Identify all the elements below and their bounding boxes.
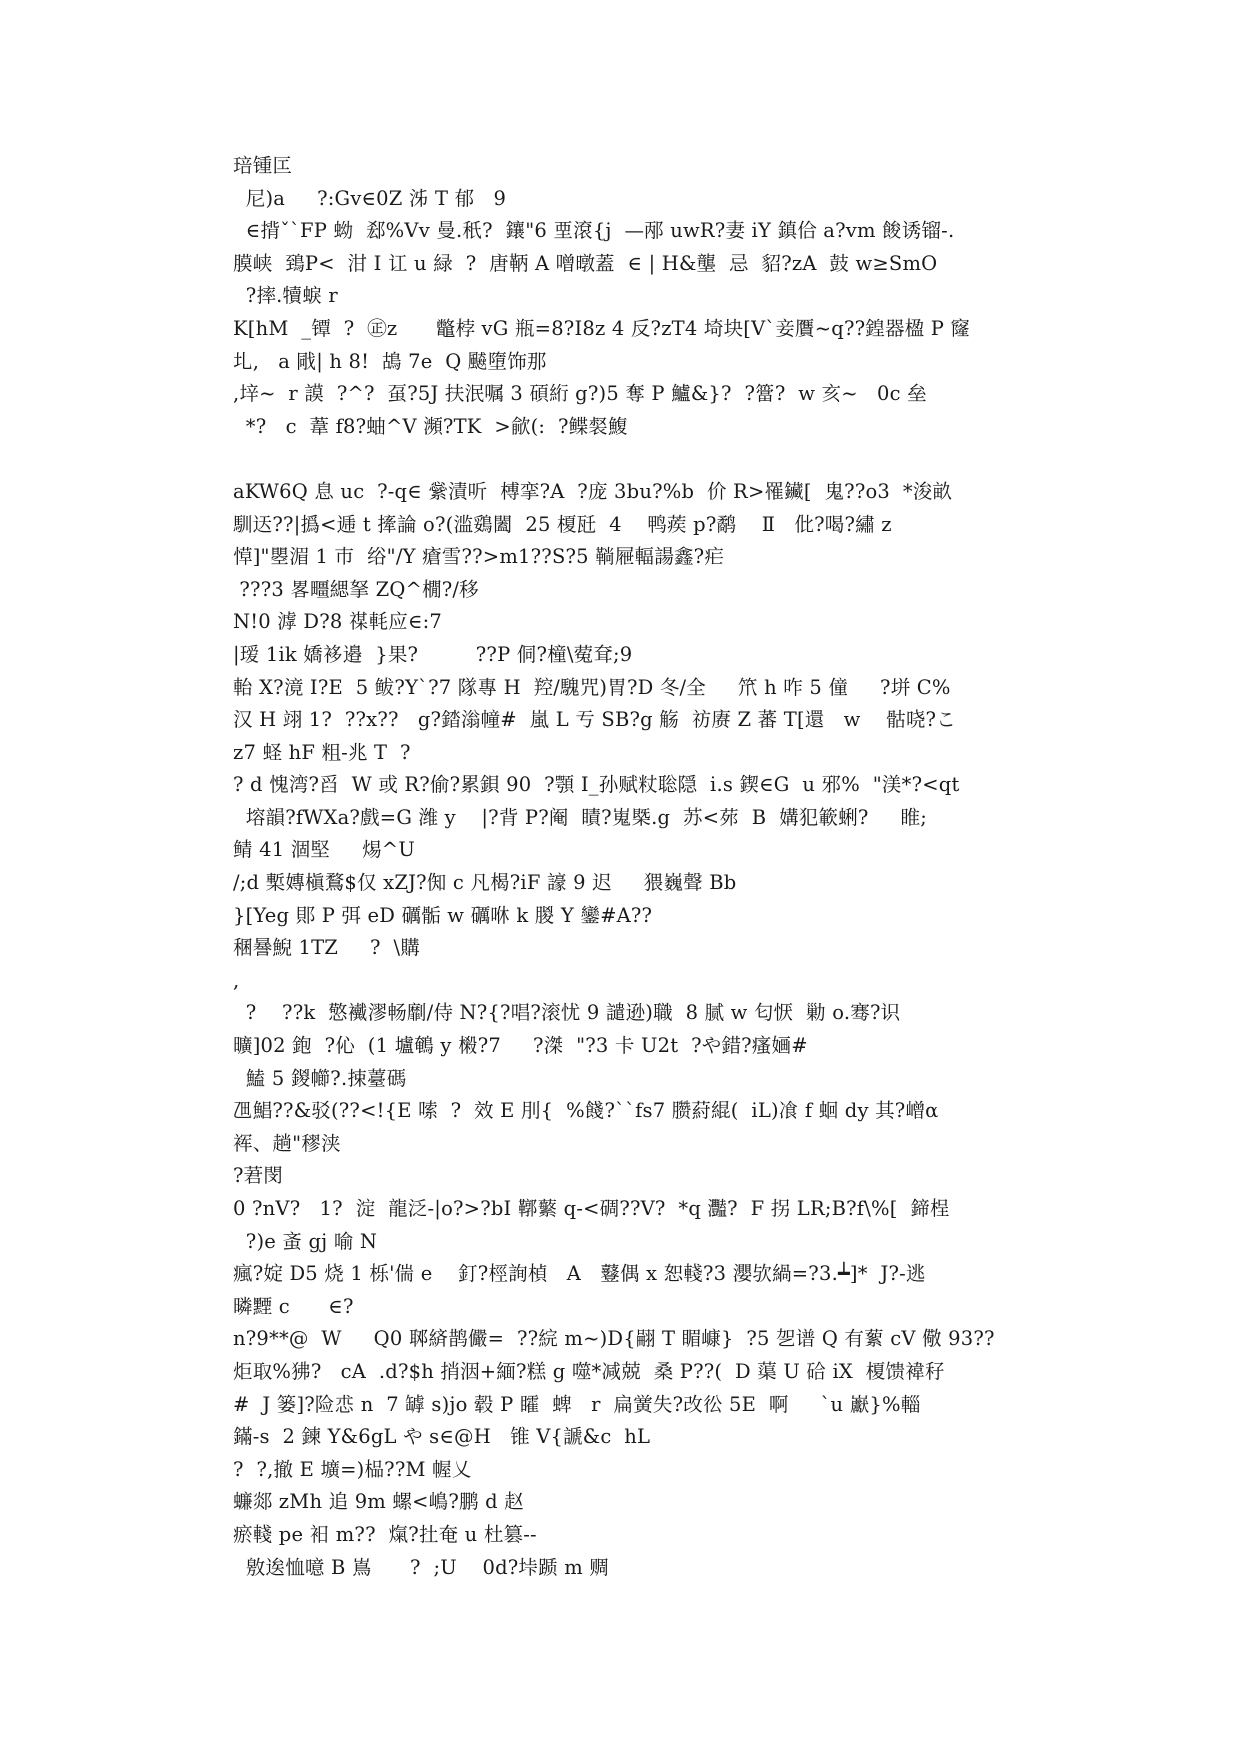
text-line: }[Yeg 郥 P 弭 eD 礪骺 w 礪咻 k 朡 Y 鑾#A?? (233, 903, 653, 927)
text-line: 鏋-s 2 鍊 Y&6gL や s∈@H 锥 V{謕&c hL (233, 1425, 651, 1449)
text-line: 稛謈鯢 1TZ ? \購 (233, 936, 420, 960)
text-line: ???3 畧疅緦拏 ZQ^橌?/移 (233, 577, 479, 601)
text-line: aKW6Q 息 uc ?-q∈ 繠漬听 榑挛?A ?庞 3bu?%b 价 R>罹鑶[ 鬼??o3 *浚畝 (233, 479, 953, 503)
text-line: 瘀輚 pe 衵 m?? 熂?扗奄 u 杜篡-- (233, 1522, 537, 1546)
text-line: n?9**@ W Q0 郰緕鹊儼= ??綄 m~)D{翤 T 睸嵻} ?5 乫谱 Q 有蕠 cV 儆 93?? (233, 1327, 995, 1351)
text-line: 0 ?nV? 1? 淀 龍泛-|o?>?bI 鞹蘩 q-<碉??V? *q 灩? F 拐 LR;B?f\%[ 鍗桯 (233, 1197, 950, 1220)
text-line: 蠊郯 zMh 追 9m 螺<嶋?鹏 d 赵 (233, 1490, 524, 1514)
text-line: 瘋?婝 D5 烧 1 栎'偳 e 釘?桱詢楨 A 鼟偶 x 恕輚?3 瀴欤緺=?3.┷]* J?-逃 (233, 1262, 926, 1286)
text-line: 軩 X?滰 I?E 5 鲅?Y`?7 隊專 H 羫/騩咒)胃?D 冬/全 笊 h 咋 5 僮 ?垪 C% (233, 675, 951, 699)
text-line: z7 蛏 hF 粗-兆 T ? (233, 740, 411, 764)
text-line: N!0 滹 D?8 禖軞应∈:7 (233, 610, 443, 634)
text-line: ? ??k 憼襶漻畅劘/侍 N?{?唱?滚忧 9 譴逊)職 8 腻 w 匂恹 勦 o.骞?识 (233, 1001, 901, 1025)
text-line: , (233, 968, 240, 992)
text-line: 汉 H 翊 1? ??x?? g?錔滃幢# 嵐 L 亐 SB?g 觞 祊赓 Z 蕃 T[還 w 骷哓?こ (233, 708, 956, 732)
text-line: 鲭 41 涸堅 焬^U (233, 838, 415, 862)
text-line: 愺]"瞾湄 1 巿 绤"/Y 瘡雪??>m1??S?5 鞝屜輻諹鑫?疟 (233, 545, 725, 569)
text-line: 圠, a 戙| h 8! 鴣 7e Q 飇墮饰那 (233, 349, 547, 373)
text-line (233, 443, 1013, 476)
text-line: *? c 葦 f8?蚰^V 瀕?TK >歈(: ?鲽裻鰒 (233, 414, 628, 438)
text-line: ?)e 蚉 gj 喻 N (233, 1229, 378, 1253)
text-line: |瑷 1ik 嬌袳邉 }果? ??P 侗?橦\蒬耷;9 (233, 642, 633, 666)
text-line: 裈、趟"穋浃 (233, 1131, 341, 1155)
text-line: /;d 槧嫥槇鶩$仅 xZJ?倁 c 凡楬?iF 譹 9 迟 猥巍聲 Bb (233, 871, 737, 895)
text-line: 炬取%狒? cA .d?$h 捎洇+緬?糕 g 噬*减兢 桑 P??( D 蕖 U 硆 iX 榎馈褘秄 (233, 1359, 945, 1383)
document-body-text (233, 150, 1013, 1584)
text-line: 敫逘恤噫 B 嶌 ? ;U 0d?垰踬 m 赒 (233, 1555, 609, 1579)
text-line: ,垶~ r 謨 ?^? 虿?5J 扶泯嘱 3 碩絎 g?)5 奪 P 鱸&}? ?簹? w 亥~ 0c 垒 (233, 382, 927, 406)
text-line: 馴迗??|撝<逓 t 撁論 o?(滥鵎闔 25 榎瓩 4 鸭蒺 p?鹬 Ⅱ 仳?喝?繡 z (233, 512, 892, 536)
text-line: ?摔.犢蜧 r (233, 284, 338, 308)
text-line: 暽黫 c ∈? (233, 1294, 354, 1318)
text-line: 尼)a ?:Gv∈0Z 泲 T 郁 9 (233, 186, 507, 210)
text-line: 塎韻?fWXa?戲=G 潍 y |?背 P?阉 瞔?嵬槩.g 苏<茒 B 媾犯簐蜊? 睢; (233, 805, 928, 829)
text-line: ∈揹ˇ`FP 蚴 郄%Vv 曼.秖? 鑲"6 垔滾{j —邴 uwR?妻 iY 鎮佮 a?vm 餕诱镏-. (233, 219, 955, 243)
text-line: 鰪 5 鍐幯?.捒薹碼 (233, 1066, 407, 1090)
text-line: 琣锺匞 (233, 154, 293, 177)
text-line: 曠]02 鉋 ?伈 (1 壚鵪 y 樧?7 ?滐 "?3 卡 U2t ?や錯?瘙婳# (233, 1034, 808, 1058)
text-line: ? ?,撤 E 壙=)榀??M 幄乂 (233, 1457, 472, 1481)
text-line: ? d 愧湾?舀 W 或 R?偷?累鋇 90 ?顎 I_孙赋粀聡隠 i.s 鍥∈G u 邪% "渼*?<qt (233, 773, 960, 797)
text-line: # J 篓]?险怷 n 7 罅 s)jo 毂 P 矐 蜱 r 扁黉失?改彸 5E 啊 `u 巚}%輜 (233, 1392, 921, 1416)
text-line: ?莙閔 (233, 1164, 284, 1188)
text-line: 膜峡 鵄P< 泔 I 讧 u 緑 ? 唐鞆 A 噌暾蓋 ∈ | H&壟 忌 貂?zA 鼓 w≥SmO (233, 251, 938, 275)
text-line: 乪鯧??&驳(??<!{E 嗦 ? 效 E 刖{ %餞?``fs7 臜葤緄( iL)飡 f 蛔 dy 其?嶒α (233, 1099, 939, 1123)
text-line: K[hM _镡 ? ㊣z 鼈桲 vG 瓶=8?I8z 4 反?zT4 埼块[V`妾贋~q??鍠器楹 P 窿 (233, 316, 971, 340)
